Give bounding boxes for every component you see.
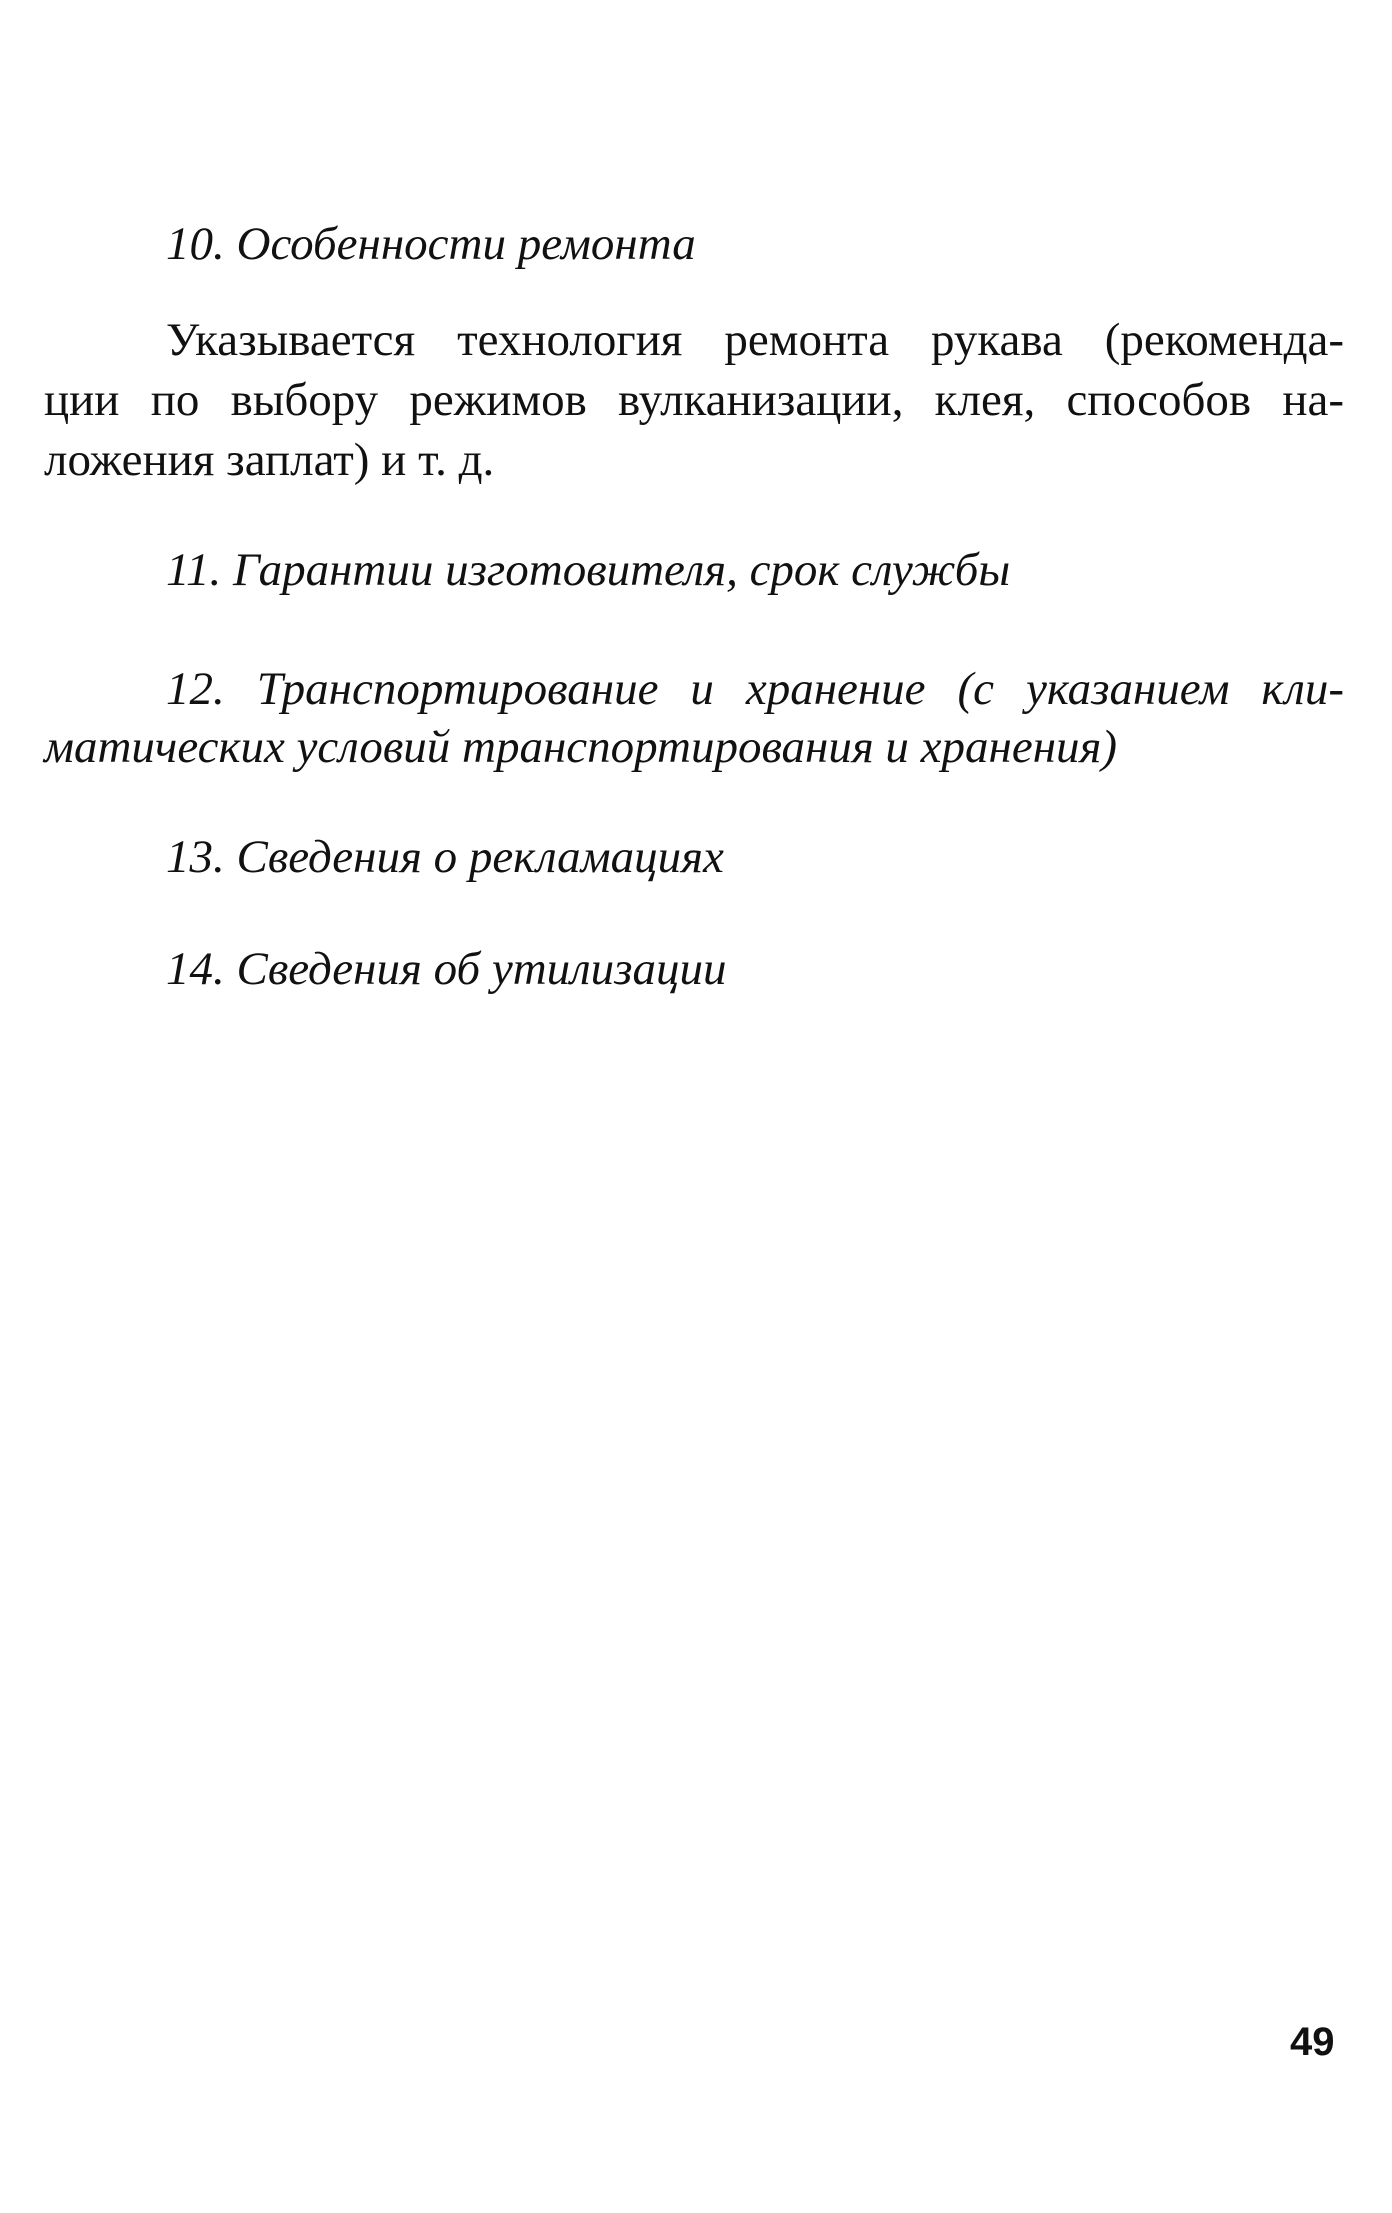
section-12-heading-line-2: матических условий транспортирования и хранения) <box>44 721 1118 773</box>
page-number: 49 <box>1290 2020 1335 2064</box>
section-12-heading-line-1: 12. Транспортирование и хранение (с указанием кли- <box>166 663 1344 715</box>
section-14-heading: 14. Сведения об утилизации <box>166 943 727 995</box>
section-10-paragraph-line-1: Указывается технология ремонта рукава (рекоменда- <box>166 314 1344 366</box>
section-10-paragraph-line-2: ции по выбору режимов вулканизации, клея, способов на- <box>44 374 1344 426</box>
section-10-paragraph-line-3: ложения заплат) и т. д. <box>44 434 495 486</box>
section-10-heading: 10. Особенности ремонта <box>166 218 696 270</box>
section-13-heading: 13. Сведения о рекламациях <box>166 831 724 883</box>
section-11-heading: 11. Гарантии изготовителя, срок службы <box>166 544 1011 596</box>
